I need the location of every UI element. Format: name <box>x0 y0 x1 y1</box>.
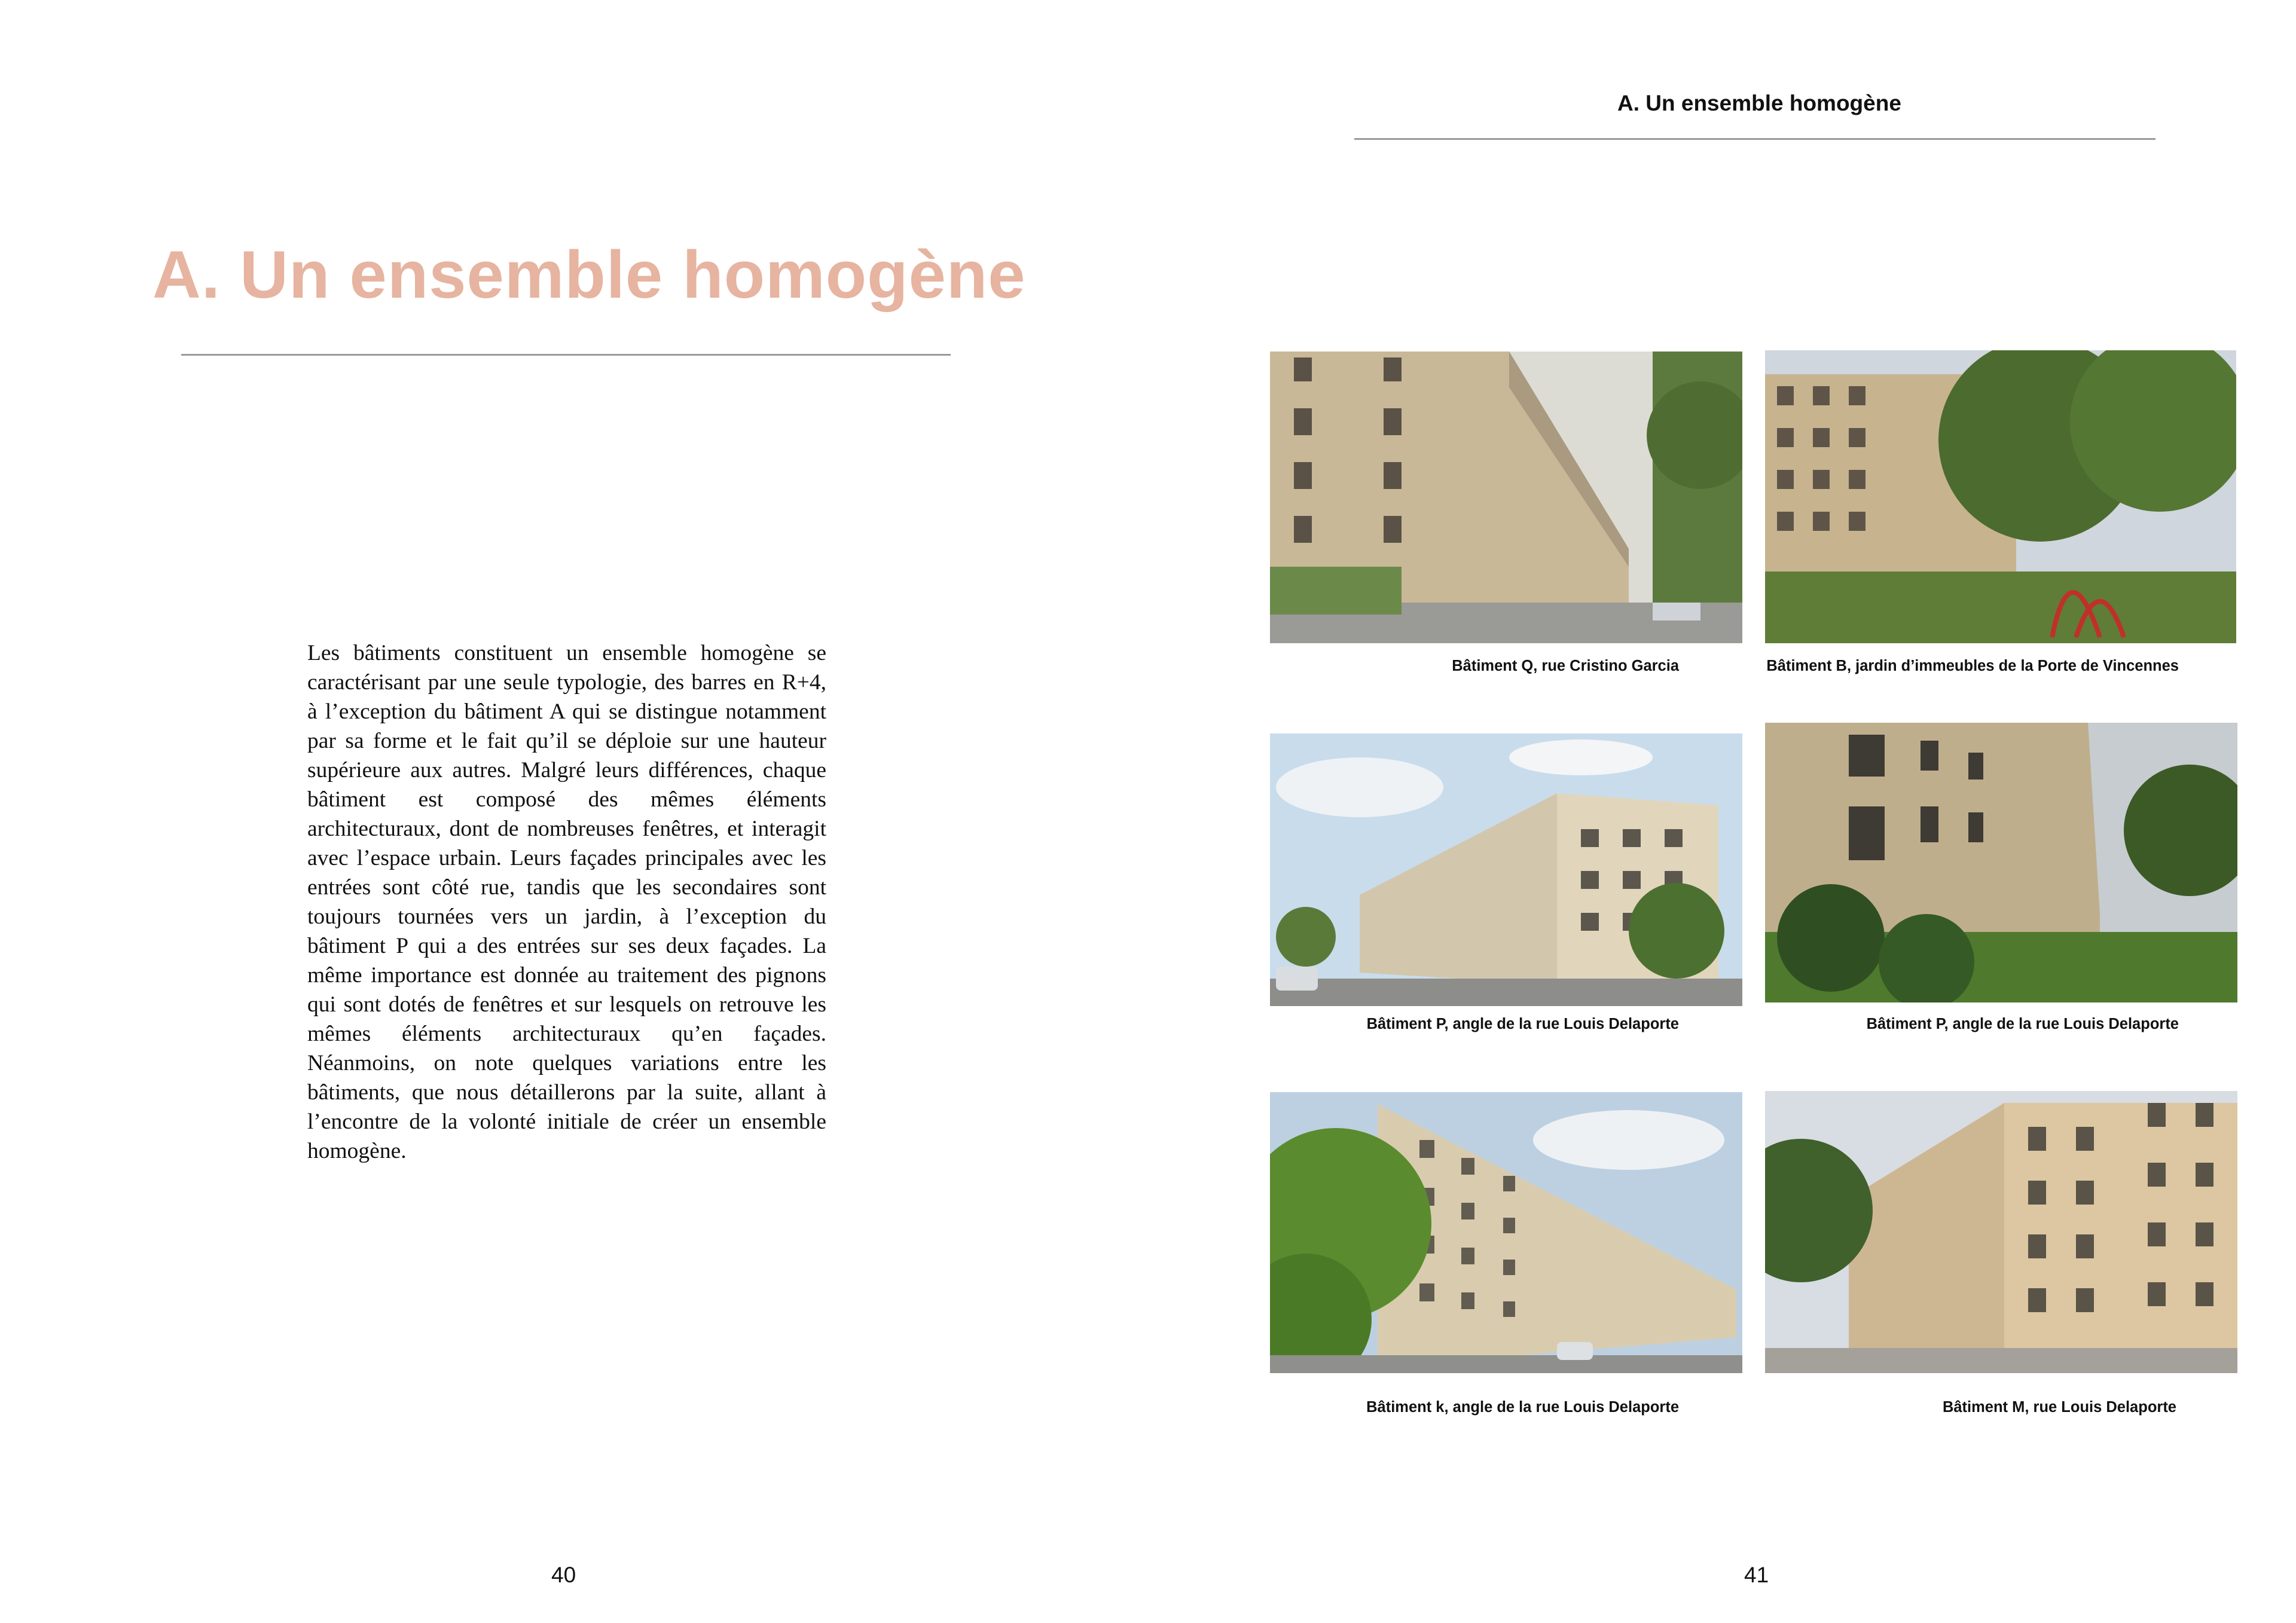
photo-batiment-q <box>1270 352 1742 643</box>
caption-photo-3: Bâtiment P, angle de la rue Louis Delaporte <box>1366 1016 1679 1032</box>
body-paragraph: Les bâtiments constituent un ensemble homogène se caractérisant par une seule typologie, des barres en R+4, à l’exception du bâtiment A qui se distingue notamment par sa forme et le fait qu’il se déploie sur une hauteur supérieure aux autres. Malgré leurs différences, chaque bâtiment est composé des mêmes éléments architecturaux, dont de nombreuses fenêtres, et interagit avec l’espace urbain. Leurs façades principales avec les entrées sont côté rue, tandis que les secondaires sont toujours tournées vers un jardin, à l’exception du bâtiment P qui a des entrées sur ses deux façades. La même importance est donnée au traitement des pignons qui sont dotés de fenêtres et sur lesquels on retrouve les mêmes éléments architecturaux qu’en façades. Néanmoins, on note quelques variations entre les bâtiments, que nous détaillerons par la suite, allant à l’encontre de la volonté initiale de créer un ensemble homogène. <box>307 641 826 1163</box>
page-number-left: 40 <box>551 1563 576 1587</box>
photo-batiment-b <box>1765 350 2236 643</box>
running-head: A. Un ensemble homogène <box>1617 91 1901 115</box>
photo-batiment-m <box>1765 1091 2237 1373</box>
photo-batiment-k <box>1270 1092 1742 1373</box>
right-page <box>1148 0 2296 1623</box>
caption-photo-1: Bâtiment Q, rue Cristino Garcia <box>1452 658 1679 674</box>
photo-batiment-p-corner <box>1270 733 1742 1006</box>
photo-batiment-p-garden <box>1765 723 2237 1002</box>
page-title: A. Un ensemble homogène <box>152 237 1026 312</box>
running-head-divider <box>1354 138 2155 140</box>
caption-photo-4: Bâtiment P, angle de la rue Louis Delaporte <box>1866 1016 2179 1032</box>
title-divider <box>181 354 951 356</box>
caption-photo-6: Bâtiment M, rue Louis Delaporte <box>1942 1399 2176 1416</box>
caption-photo-5: Bâtiment k, angle de la rue Louis Delaporte <box>1366 1399 1679 1416</box>
caption-photo-2: Bâtiment B, jardin d’immeubles de la Porte de Vincennes <box>1766 658 2179 674</box>
page-number-right: 41 <box>1744 1563 1769 1587</box>
